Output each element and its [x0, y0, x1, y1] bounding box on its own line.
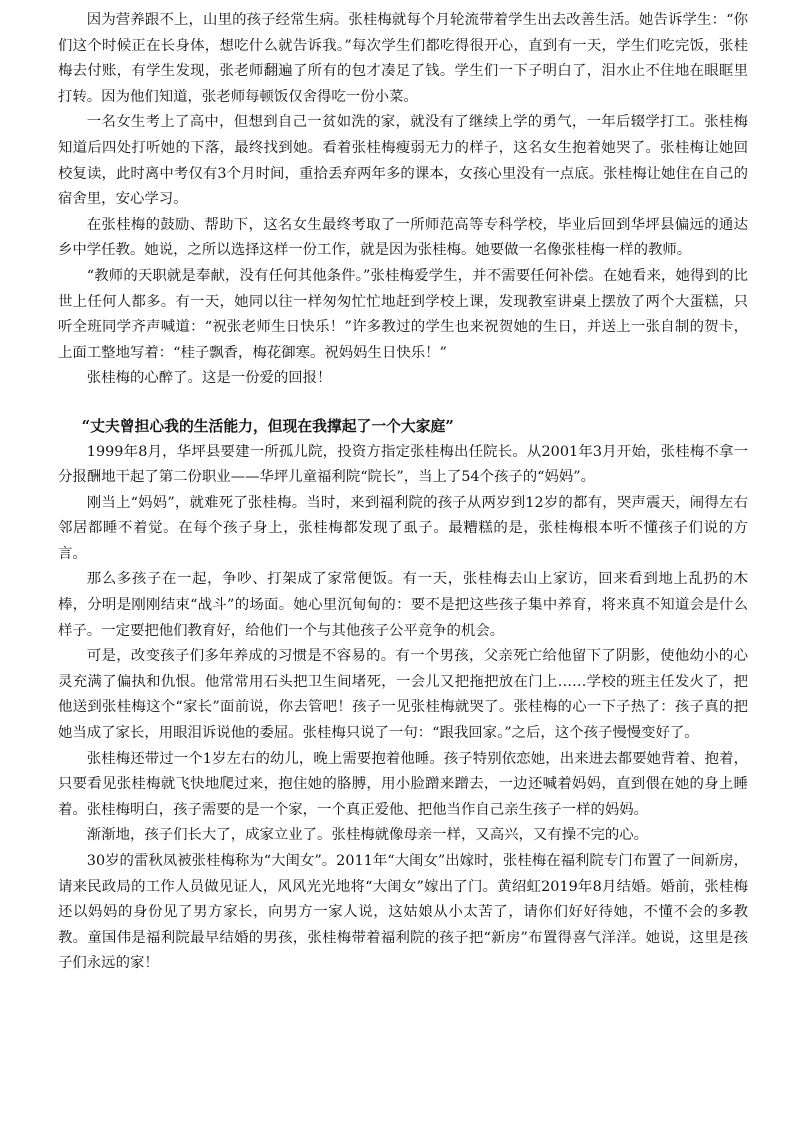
paragraph: 渐渐地，孩子们长大了，成家立业了。张桂梅就像母亲一样，又高兴，又有操不完的心。 — [86, 827, 649, 844]
paragraph: 那么多孩子在一起，争吵、打架成了家常便饭。有一天，张桂梅去山上家访，回来看到地上乱扔的木棒，分明是刚刚结束“战斗”的场面。她心里沉甸甸的：要不是把这些孩子集中养育，将来真不知道会是什么样子。一定要把他们教育好，给他们一个与其他孩子公平竞争的机会。 — [58, 571, 748, 639]
paragraph: 因为营养跟不上，山里的孩子经常生病。张桂梅就每个月轮流带着学生出去改善生活。她告诉学生：“你们这个时候正在长身体，想吃什么就告诉我。”每次学生们都吃得很开心，直到有一天，学生们吃完饭，张桂梅去付账，有学生发现，张老师翻遍了所有的包才凑足了钱。学生们一下子明白了，泪水止不住地在眼眶里打转。因为他们知道，张老师每顿饭仅舍得吃一份小菜。 — [58, 12, 748, 105]
paragraph: 刚当上“妈妈”，就难死了张桂梅。当时，来到福利院的孩子从两岁到12岁的都有，哭声震天，闹得左右邻居都睡不着觉。在每个孩子身上，张桂梅都发现了虱子。最糟糕的是，张桂梅根本听不懂孩子们说的方言。 — [58, 494, 748, 562]
paragraph: “教师的天职就是奉献，没有任何其他条件。”张桂梅爱学生，并不需要任何补偿。在她看来，她得到的比世上任何人都多。有一天，她同以往一样匆匆忙忙地赶到学校上课，发现教室讲桌上摆放了两个大蛋糕，只听全班同学齐声喊道：“祝张老师生日快乐！”许多教过的学生也来祝贺她的生日，并送上一张自制的贺卡，上面工整地写着：“桂子飘香，梅花御寒。祝妈妈生日快乐！” — [58, 267, 748, 361]
section-spacer — [58, 392, 748, 414]
document-page — [58, 8, 748, 977]
paragraph: 张桂梅的心醉了。这是一份爱的回报！ — [86, 370, 332, 387]
paragraph: 30岁的雷秋凤被张桂梅称为“大闺女”。2011年“大闺女”出嫁时，张桂梅在福利院专门布置了一间新房，请来民政局的工作人员做见证人，风风光光地将“大闺女”嫁出了门。黄绍虹2019年8月结婚。婚前，张桂梅还以妈妈的身份见了男方家长，向男方一家人说，这姑娘从小太苦了，请你们好好待她，不懂不会的多教教。童国伟是福利院最早结婚的男孩，张桂梅带着福利院的孩子把“新房”布置得喜气洋洋。她说，这里是孩子们永远的家！ — [58, 853, 748, 972]
paragraph: 张桂梅还带过一个1岁左右的幼儿，晚上需要抱着他睡。孩子特别依恋她，出来进去都要她背着、抱着，只要看见张桂梅就飞快地爬过来，抱住她的胳膊，用小脸蹭来蹭去，一边还喊着妈妈，直到偎在她的身上睡着。张桂梅明白，孩子需要的是一个家，一个真正爱他、把他当作自己亲生孩子一样的妈妈。 — [58, 750, 748, 818]
paragraph: 可是，改变孩子们多年养成的习惯是不容易的。有一个男孩，父亲死亡给他留下了阴影，使他幼小的心灵充满了偏执和仇恨。他常常用石头把卫生间堵死，一会儿又把拖把放在门上……学校的班主任发火了，把他送到张桂梅这个“家长”面前说，你去管吧！孩子一见张桂梅就哭了。张桂梅的心一下子热了：孩子真的把她当成了家长，用眼泪诉说他的委屈。张桂梅只说了一句：“跟我回家。”之后，这个孩子慢慢变好了。 — [58, 648, 748, 742]
section-heading: “丈夫曾担心我的生活能力，但现在我撑起了一个大家庭” — [81, 417, 454, 435]
paragraph: 在张桂梅的鼓励、帮助下，这名女生最终考取了一所师范高等专科学校，毕业后回到华坪县偏远的通达乡中学任教。她说，之所以选择这样一份工作，就是因为张桂梅。她要做一名像张桂梅一样的教师。 — [58, 216, 748, 259]
paragraph: 1999年8月，华坪县要建一所孤儿院，投资方指定张桂梅出任院长。从2001年3月开始，张桂梅不拿一分报酬地干起了第二份职业——华坪儿童福利院“院长”，当上了54个孩子的“妈妈”。 — [58, 443, 748, 486]
paragraph: 一名女生考上了高中，但想到自己一贫如洗的家，就没有了继续上学的勇气，一年后辍学打工。张桂梅知道后四处打听她的下落，最终找到她。看着张桂梅瘦弱无力的样子，这名女生抱着她哭了。张桂梅让她回校复读，此时离中考仅有3个月时间，重拾丢弃两年多的课本，女孩心里没有一点底。张桂梅让她住在自己的宿舍里，安心学习。 — [58, 114, 748, 208]
